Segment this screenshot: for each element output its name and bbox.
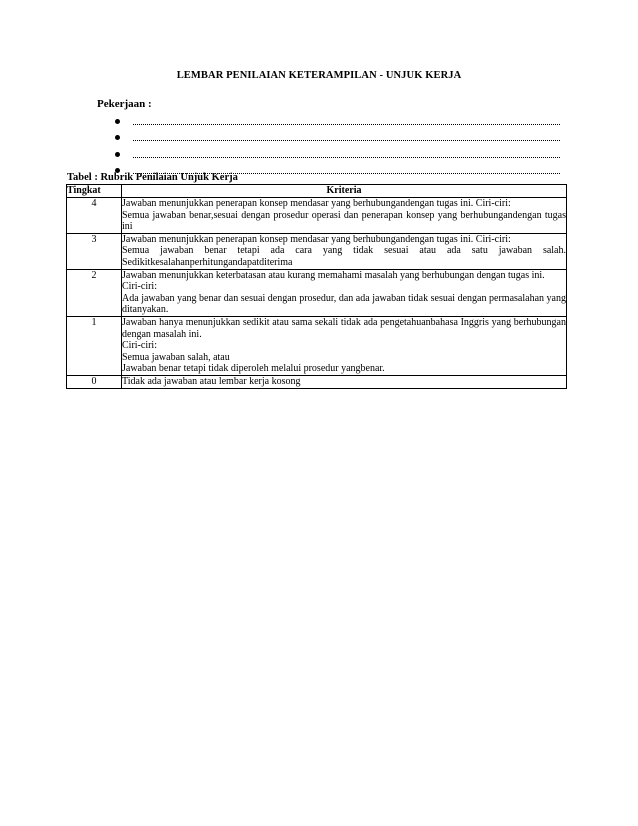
rubric-table (66, 184, 567, 389)
criteria-line: Ada jawaban yang benar dan sesuai dengan prosedur, dan ada jawaban tidak sesuai dengan permasalahan yang ditanyakan. (122, 292, 566, 316)
criteria-line: Jawaban menunjukkan keterbatasan atau kurang memahami masalah yang berhubungan dengan tugas ini. (122, 269, 545, 281)
criteria-cell (122, 375, 567, 388)
criteria-line: Semua jawaban benar tetapi ada cara yang tidak sesuai atau ada satu jawaban salah. Sedikitkesalahanperhitungandapatditerima (122, 245, 566, 268)
dotted-fill-line (133, 156, 560, 158)
table-header-row (67, 185, 567, 198)
header-level: Tingkat (67, 185, 122, 198)
bullet-icon (115, 152, 120, 157)
table-row (67, 198, 567, 234)
criteria-cell (122, 233, 567, 269)
criteria-line: Ciri-ciri: (122, 340, 157, 352)
level-cell: 4 (67, 198, 122, 234)
criteria-cell (122, 198, 567, 234)
bullet-icon (115, 119, 120, 124)
bullet-icon (115, 135, 120, 140)
criteria-cell (122, 269, 567, 316)
criteria-line: Jawaban menunjukkan penerapan konsep mendasar yang berhubungandengan tugas ini. Ciri-ciri: (122, 198, 511, 209)
job-entry-list (115, 113, 560, 179)
criteria-line: Jawaban menunjukkan penerapan konsep mendasar yang berhubungandengan tugas ini. Ciri-ciri: (122, 233, 511, 245)
header-criteria: Kriteria (122, 185, 567, 198)
job-entry-line (115, 130, 560, 147)
criteria-line: Tidak ada jawaban atau lembar kerja kosong (122, 375, 301, 387)
table-row (67, 233, 567, 269)
level-cell: 2 (67, 269, 122, 316)
table-caption: Tabel : Rubrik Penilaian Unjuk Kerja (67, 172, 238, 183)
dotted-fill-line (133, 123, 560, 125)
criteria-line: Ciri-ciri: (122, 281, 157, 293)
level-cell: 3 (67, 233, 122, 269)
criteria-line: Jawaban hanya menunjukkan sedikit atau sama sekali tidak ada pengetahuanbahasa Inggris yang berhubungan dengan masalah ini. (122, 316, 566, 340)
criteria-line: Jawaban benar tetapi tidak diperoleh melalui prosedur yangbenar. (122, 363, 385, 375)
rubric-body (67, 198, 567, 389)
job-label: Pekerjaan : (97, 98, 152, 110)
table-row (67, 316, 567, 375)
level-cell: 0 (67, 375, 122, 388)
criteria-cell (122, 316, 567, 375)
job-entry-line (115, 113, 560, 130)
table-row (67, 375, 567, 388)
page-title: LEMBAR PENILAIAN KETERAMPILAN - UNJUK KERJA (176, 70, 462, 81)
criteria-line: Semua jawaban salah, atau (122, 351, 230, 363)
dotted-fill-line (133, 139, 560, 141)
job-entry-line (115, 146, 560, 163)
level-cell: 1 (67, 316, 122, 375)
table-row (67, 269, 567, 316)
criteria-line: Semua jawaban benar,sesuai dengan prosedur operasi dan penerapan konsep yang berhubungandengan tugas ini (122, 209, 566, 233)
